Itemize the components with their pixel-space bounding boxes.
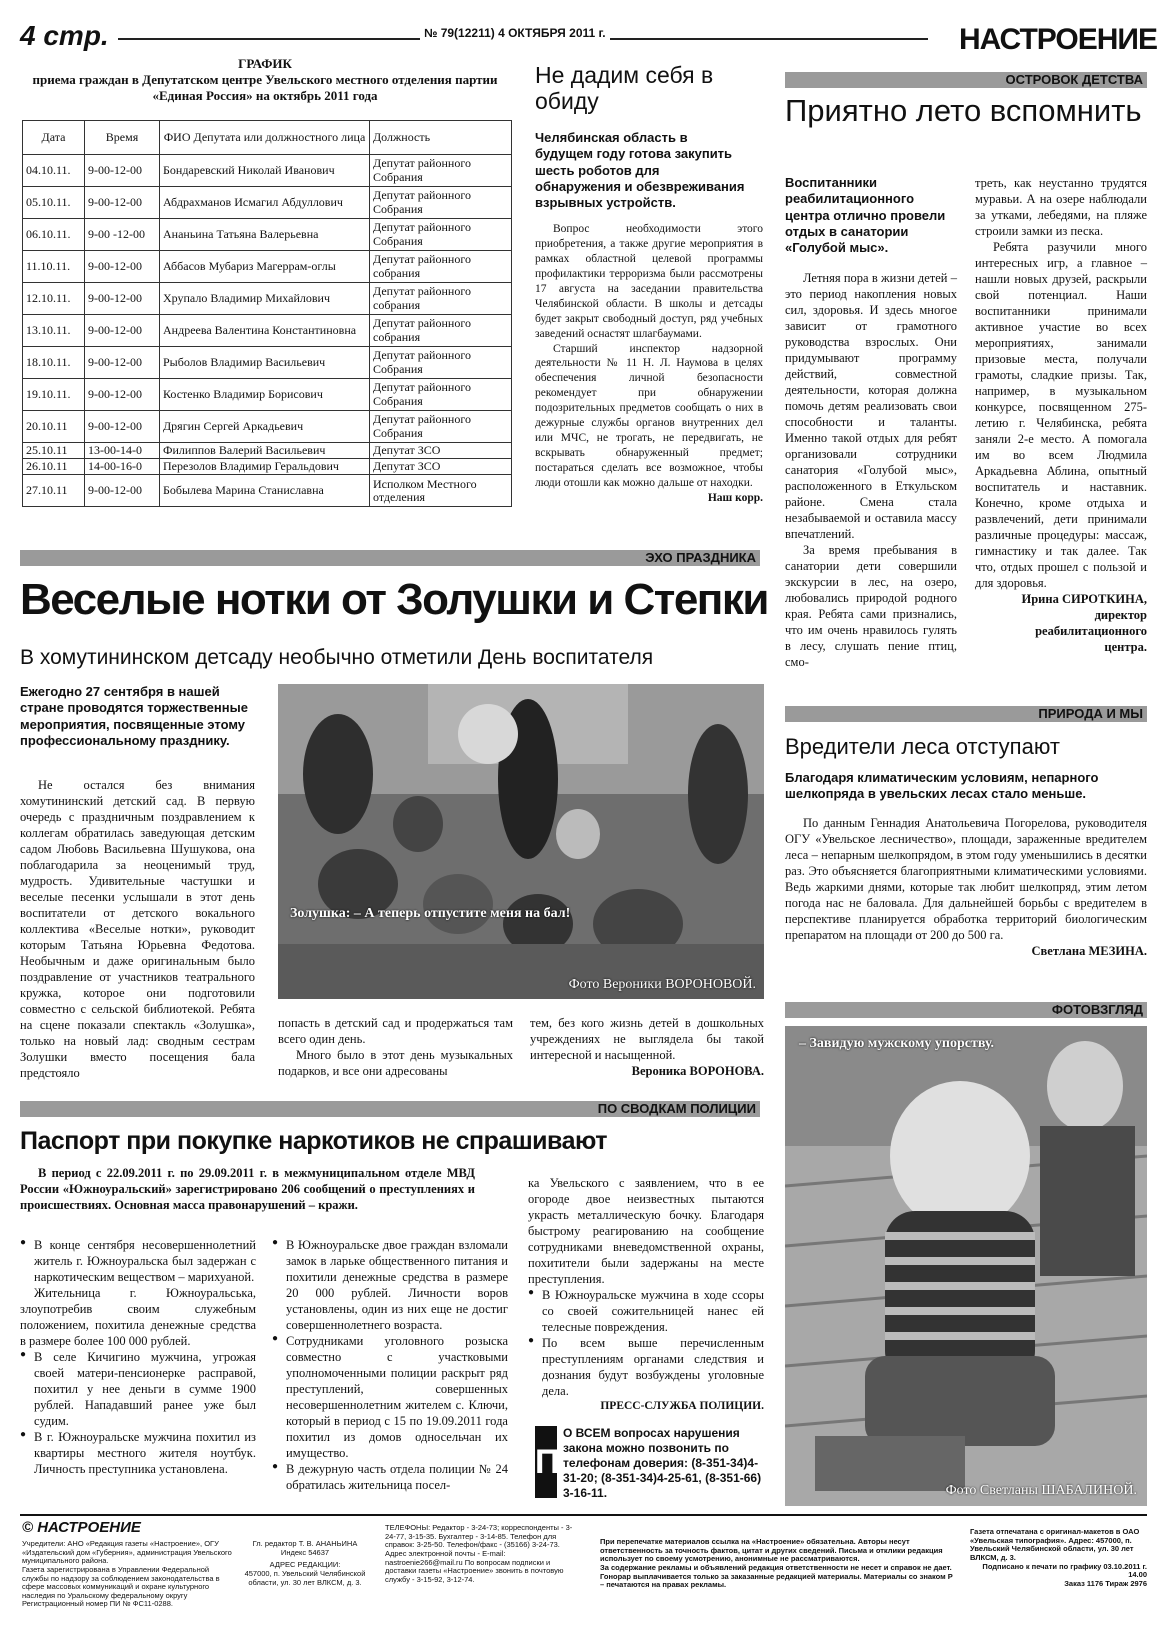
holiday-p2: попасть в детский сад и продержаться там всего один день. [278, 1016, 513, 1046]
police-item: ● В селе Кичигино мужчина, угрожая своей матери-пенсионерке расправой, похитил у нее деньги в сумме 1900 рублей. Нападавший ранее уже был судим. [20, 1349, 256, 1429]
table-cell: 18.10.11. [23, 347, 85, 379]
table-cell: Рыболов Владимир Васильевич [160, 347, 370, 379]
signed-text: Подписано к печати по графику 03.10.2011 г. 14.00 [982, 1561, 1147, 1580]
police-item: Жительница г. Южноуральська, злоупотребив своим служебным положением, похитила денежные средства в размере более 100 000 рублей. [20, 1286, 256, 1348]
table-cell: 13-00-14-0 [85, 443, 160, 459]
table-cell: Исполком Местного отделения [370, 475, 512, 507]
forest-author: Светлана МЕЗИНА. [1031, 944, 1147, 958]
police-item: ● В г. Южноуральске мужчина похитил из квартиры местного жителя ноутбук. Личность преступника установлена. [20, 1429, 256, 1477]
rubric-bar [785, 1002, 1147, 1018]
rubric-bar [785, 706, 1147, 722]
page-number: 4 стр. [20, 20, 109, 51]
table-cell: Депутат районного Собрания [370, 187, 512, 219]
forest-lead: Благодаря климатическим условиям, непарного шелкопряда в увельских лесах стало меньше. [785, 770, 1099, 802]
table-cell: Депутат районного собрания [370, 315, 512, 347]
summer-col1 [785, 270, 957, 670]
printed-text: Газета отпечатана с оригинал-макетов в ОАО «Увельская типография». Адрес: 457000, п. Увельский Челябинской области, ул. 30 лет ВЛКСМ, д. 3. [970, 1527, 1140, 1562]
rubric-bar [20, 1101, 760, 1117]
col-header: Должность [370, 121, 512, 155]
schedule-subtitle: приема граждан в Депутатском центре Увельского местного отделения партии «Единая Россия» на октябрь 2011 года [32, 72, 498, 104]
col-header: Дата [23, 121, 85, 155]
summer-title: Приятно лето вспомнить [785, 93, 1142, 128]
summer-p4: Ребята разучили много интересных игр, а главное – нашли новых друзей, раскрыли свой потенциал. Наши воспитанники принимали активное участие во всех мероприятиях, занимали призовые места, получали грамоты, сладкие призы. Так, например, в музыкальном конкурсе, посвященном 275-летию г. Челябинска, ребята заняли 2-е место. А помогала им во всем Людмила Аркадьевна Аблина, опытный воспитатель и наставник. Конечно, кроме отдыха и развлечений, дети принимали различные процедуры: массаж, гимнастику и так далее. Так что, отдых прошел с пользой и для здоровья. [975, 240, 1147, 590]
order-text: Заказ 1176 Тираж 2976 [1064, 1578, 1147, 1588]
rubric-label: ПО СВОДКАМ ПОЛИЦИИ [597, 1101, 756, 1116]
registration-text: Газета зарегистрирована в Управлении Федеральной службы по надзору за соблюдением законодательства в сфере массовых коммуникаций и охране культурного наследия по Уральскому федеральному округу [22, 1564, 220, 1600]
summer-p2: За время пребывания в санатории дети совершили экскурсии в лес, на озеро, любовались природой родного края. Ребята сами признались, что им очень нравилось гулять в лесу, слушать пение птиц, смо- [785, 543, 957, 669]
table-row [23, 155, 512, 187]
table-cell: 06.10.11. [23, 219, 85, 251]
reprint-text: При перепечатке материалов ссылка на «Настроение» обязательна. Авторы несут ответственность за точность фактов, цитат и других сведений. Письма и отклики редакция использует по своему усмотрению, анонимные не рассматриваются. [600, 1537, 943, 1564]
table-row [23, 347, 512, 379]
table-row [23, 443, 512, 459]
schedule-table-wrap [22, 120, 512, 507]
table-cell: 19.10.11. [23, 379, 85, 411]
police-item: ● В дежурную часть отдела полиции № 24 обратилась жительница посел- [272, 1461, 508, 1493]
footer-rule [20, 1514, 1147, 1516]
ads-text: За содержание рекламы и объявлений редакция ответственности не несет и справок не дает. [600, 1562, 952, 1572]
table-cell: Депутат районного Собрания [370, 347, 512, 379]
col-header: ФИО Депутата или должностного лица [160, 121, 370, 155]
table-row [23, 475, 512, 507]
ads2-text: Гонорар выплачивается только за заказанные редакцией материалы. Материалы со знаком Р – печатаются на правах рекламы. [600, 1571, 953, 1590]
holiday-lead: Ежегодно 27 сентября в нашей стране проводятся торжественные мероприятия, посвященные этому профессиональному празднику. [20, 684, 248, 748]
table-row [23, 283, 512, 315]
table-cell: Аббасов Мубариз Магеррам-оглы [160, 251, 370, 283]
summer-p3: треть, как неустанно трудятся муравьи. А на озере наблюдали за утками, лебедями, на пляже строили замки из песка. [975, 176, 1147, 238]
boy-photo [785, 1026, 1147, 1506]
police-title: Паспорт при покупке наркотиков не спрашивают [20, 1127, 607, 1155]
boy-toy-photo [785, 1026, 1147, 1506]
table-cell: 9-00-12-00 [85, 347, 160, 379]
police-notice [535, 1426, 765, 1501]
table-cell: 9-00-12-00 [85, 475, 160, 507]
table-cell: Депутат районного собрания [370, 283, 512, 315]
police-item: ● В Южноуральске мужчина в ходе ссоры со своей сожительницей нанес ей телесные повреждения. [528, 1287, 764, 1335]
footer-founders [22, 1540, 232, 1609]
rubric-label: ПРИРОДА И МЫ [1038, 706, 1143, 721]
table-cell: Абдрахманов Исмагил Абдуллович [160, 187, 370, 219]
holiday-p3: Много было в этот день музыкальных подарков, и все они адресованы [278, 1048, 513, 1078]
rubric-bar [20, 550, 760, 566]
table-row [23, 459, 512, 475]
police-item: ка Увельского с заявлением, что в ее огороде двое неизвестных пытаются украсть металлическую бочку. Благодаря быстрому реагированию на сообщение сотрудниками вневедомственной охраны, похитители были задержаны на месте преступления. [528, 1176, 764, 1286]
newspaper-brand: НАСТРОЕНИЕ [958, 23, 1157, 56]
police-col2 [272, 1237, 508, 1493]
col-header: Время [85, 121, 160, 155]
table-cell: 13.10.11. [23, 315, 85, 347]
table-cell: 05.10.11. [23, 187, 85, 219]
table-cell: 9-00-12-00 [85, 155, 160, 187]
forest-p1: По данным Геннадия Анатольевича Погорелова, руководителя ОГУ «Увельское лесничество», площади, зараженные вредителем леса – непарным шелкопрядом, в этом году уменьшились в десятки раз. Это объясняется благоприятными климатическими условиями. Ведь жаркими днями, которые так любит шелкопряд, этим летом погода нас не баловала. Для дальнейшей борьбы с вредителем в перспективе планируется обработка территорий биологическим препаратом на площади от 200 до 500 га. [785, 816, 1147, 942]
table-cell: Бобылева Марина Станиславна [160, 475, 370, 507]
table-cell: 9-00-12-00 [85, 411, 160, 443]
police-lead: В период с 22.09.2011 г. по 29.09.2011 г. в межмуниципальном отделе МВД России «Южноуральский» зарегистрировано 206 сообщений о преступлениях и происшествиях. Основная масса правонарушений – кражи. [20, 1166, 475, 1212]
table-cell: Депутат районного Собрания [370, 411, 512, 443]
table-row [23, 411, 512, 443]
address-title: АДРЕС РЕДАКЦИИ: [269, 1560, 341, 1570]
table-cell: 11.10.11. [23, 251, 85, 283]
police-item: ● В конце сентября несовершеннолетний житель г. Южноуральска был задержан с наркотическим веществом – марихуаной. [20, 1237, 256, 1285]
table-cell: 9-00-12-00 [85, 283, 160, 315]
table-cell: Дрягин Сергей Аркадьевич [160, 411, 370, 443]
holiday-title: Веселые нотки от Золушки и Степки [20, 575, 768, 624]
holiday-p1: Не остался без внимания хомутининский детский сад. В первую очередь с праздничным поздравлением к коллегам обратилась заведующая детским садом Любовь Васильевна Шушукова, она поблагодарила за неоценимый труд, мудрость. Удивительные частушки и веселые песенки услышали в этот день воспитатели от детского вокального коллектива «Веселые нотки», руководит которым Татьяна Юрьевна Федотова. Необычным и даже оригинальным было поздравление от участников театрального кружка, которое они подготовили совместно с сельской библиотекой. Ребята на сцене показали спектакль «Золушка», только на новый лад: сводным сестрам Золушки вместо посещения бала предстояло [20, 778, 255, 1080]
table-cell: 14-00-16-0 [85, 459, 160, 475]
police-item: ● В Южноуральске двое граждан взломали замок в ларьке общественного питания и похитили денежные средства в размере 20 000 рублей. Личности воров установлены, один из них еще не достиг совершеннолетнего возраста. [272, 1237, 508, 1333]
table-row [23, 315, 512, 347]
police-signature: ПРЕСС-СЛУЖБА ПОЛИЦИИ. [600, 1400, 764, 1412]
defense-signature: Наш корр. [707, 491, 763, 504]
holiday-col2 [278, 1015, 513, 1079]
notice-initial: П [535, 1426, 557, 1498]
forest-body [785, 815, 1147, 959]
table-cell: Перезолов Владимир Геральдович [160, 459, 370, 475]
defense-title: Не дадим себя в обиду [535, 62, 714, 115]
table-cell: Бондаревский Николай Иванович [160, 155, 370, 187]
summer-author: Ирина СИРОТКИНА, [1021, 592, 1147, 606]
table-cell: Депутат ЗСО [370, 443, 512, 459]
table-cell: 9-00-12-00 [85, 315, 160, 347]
table-row [23, 379, 512, 411]
police-item: ● Сотрудниками уголовного розыска совместно с участковыми уполномоченными полиции раскрыт ряд преступлений, совершенных несовершеннолетним жителем с. Ключи, который в период с 15 по 19.09.2011 года похитил из домов односельчан их имущество. [272, 1333, 508, 1461]
summer-col2 [975, 175, 1147, 655]
police-item: ● По всем выше перечисленным преступлениям органами следствия и дознания будут возбуждены уголовные дела. [528, 1335, 764, 1399]
rubric-label: ОСТРОВОК ДЕТСТВА [1005, 72, 1143, 87]
holiday-subtitle: В хомутининском детсаду необычно отметили День воспитателя [20, 646, 654, 669]
summer-lead: Воспитанники реабилитационного центра отлично провели отдых в санатории «Голубой мыс». [785, 175, 946, 255]
table-cell: Депутат районного Собрания [370, 379, 512, 411]
holiday-p4: тем, без кого жизнь детей в дошкольных учреждениях не выглядела бы такой интересной и насыщенной. [530, 1016, 764, 1062]
registration-number: Регистрационный номер ПИ № ФС11-0288. [22, 1599, 173, 1609]
index-text: Индекс 54637 [280, 1547, 330, 1557]
summer-author-role: директор реабилитационного центра. [1035, 608, 1147, 654]
footer-reprint [600, 1538, 955, 1590]
summer-p1: Летняя пора в жизни детей – это период накопления новых сил, здоровья. И здесь многое зависит от грамотного руководства взрослых. Они придумывают программу действий, совместной деятельности, которая должна помочь детям реализовать свои способности и таланты. Именно такой отдых для ребят организовали сотрудники санатория «Голубой мыс», расположенного в Еткульском районе. Смена стала незабываемой и оставила массу впечатлений. [785, 271, 957, 541]
photo-caption: – Завидую мужскому упорству. [799, 1036, 995, 1051]
footer-logo: © НАСТРОЕНИЕ [22, 1519, 141, 1536]
notice-text: О ВСЕМ вопросах нарушения закона можно позвонить по телефонам доверия: (8-351-34)4-31-20; (8-351-34)4-25-61, (8-351-66) 3-16-11. [563, 1426, 762, 1500]
table-cell: Депутат ЗСО [370, 459, 512, 475]
defense-lead: Челябинская область в будущем году готова закупить шесть роботов для обнаружения и обезвреживания взрывных устройств. [535, 130, 745, 210]
holiday-author: Вероника ВОРОНОВА. [631, 1064, 764, 1078]
holiday-col1 [20, 777, 255, 1081]
table-cell: 20.10.11 [23, 411, 85, 443]
table-cell: Депутат районного собрания [370, 251, 512, 283]
table-cell: Хрупало Владимир Михайлович [160, 283, 370, 315]
table-row [23, 187, 512, 219]
address-text: 457000, п. Увельский Челябинской области, ул. 30 лет ВЛКСМ, д. 3. [244, 1568, 366, 1587]
footer-printed [970, 1528, 1147, 1588]
table-cell: 9-00 -12-00 [85, 219, 160, 251]
table-cell: Андреева Валентина Константиновна [160, 315, 370, 347]
table-cell: 27.10.11 [23, 475, 85, 507]
rubric-label: ЭХО ПРАЗДНИКА [645, 550, 756, 565]
schedule-title: ГРАФИК [238, 56, 292, 71]
schedule-table [22, 120, 512, 507]
holiday-photo [278, 684, 764, 999]
rubric-label: ФОТОВЗГЛЯД [1051, 1002, 1143, 1017]
table-cell: 9-00-12-00 [85, 379, 160, 411]
rubric-bar [785, 72, 1147, 88]
children-party-photo [278, 684, 764, 999]
table-row [23, 219, 512, 251]
forest-title: Вредители леса отступают [785, 734, 1060, 759]
defense-p2: Старший инспектор надзорной деятельности № 11 Н. Л. Наумова в целях обеспечения личной безопасности рекомендует при обнаружении подозрительных предметов сообщать о них в дежурные службы органов внутренних дел или МЧС, не трогать, не передвигать, не вскрывать обнаруженный предмет; постараться сделать все возможное, чтобы люди отошли как можно дальше от находки. [535, 342, 763, 489]
defense-p1: Вопрос необходимости этого приобретения, а также другие мероприятия в рамках областной целевой программы профилактики терроризма были рассмотрены 17 августа на заседании правительства Челябинской области. В школы и детсады будет закрыт свободный доступ, ряд учебных заведений оснастят шлагбаумами. [535, 223, 763, 340]
table-cell: 9-00-12-00 [85, 251, 160, 283]
police-col1 [20, 1237, 256, 1477]
table-cell: Депутат районного Собрания [370, 219, 512, 251]
table-cell: 25.10.11 [23, 443, 85, 459]
table-cell: Депутат районного Собрания [370, 155, 512, 187]
table-cell: Ананьина Татьяна Валерьевна [160, 219, 370, 251]
defense-body [535, 222, 763, 506]
footer-editor [240, 1540, 370, 1587]
table-cell: 9-00-12-00 [85, 187, 160, 219]
photo-credit: Фото Вероники ВОРОНОВОЙ. [568, 977, 756, 992]
editor-text: Гл. редактор Т. В. АНАНЬИНА [252, 1539, 358, 1548]
photo-credit: Фото Светланы ШАБАЛИНОЙ. [945, 1483, 1137, 1498]
table-cell: 04.10.11. [23, 155, 85, 187]
issue-number: № 79(12211) 4 ОКТЯБРЯ 2011 г. [420, 26, 610, 42]
table-row [23, 251, 512, 283]
footer-phones: ТЕЛЕФОНЫ: Редактор - 3-24-73; корреспонденты - 3-24-77, 3-15-35. Бухгалтер - 3-14-85. Телефон для справок: 3-25-50. Телефон/факс - (35166) 3-24-73. Адрес электронной почты - E-mail: nastroenie266@mail.ru По вопросам подписки и доставки газеты «Настроение» звонить в почтовую службу - 3-15-92, 3-12-74. [385, 1523, 573, 1584]
table-cell: 12.10.11. [23, 283, 85, 315]
photo-caption: Золушка: – А теперь отпустите меня на бал! [290, 906, 571, 921]
holiday-col3 [530, 1015, 764, 1079]
table-cell: Костенко Владимир Борисович [160, 379, 370, 411]
police-col3 [528, 1175, 764, 1414]
table-cell: Филиппов Валерий Васильевич [160, 443, 370, 459]
founders-text: Учредители: АНО «Редакция газеты «Настроение», ОГУ «Издательский дом «Губерния», администрация Увельского муниципального района. [22, 1539, 232, 1566]
table-cell: 26.10.11 [23, 459, 85, 475]
